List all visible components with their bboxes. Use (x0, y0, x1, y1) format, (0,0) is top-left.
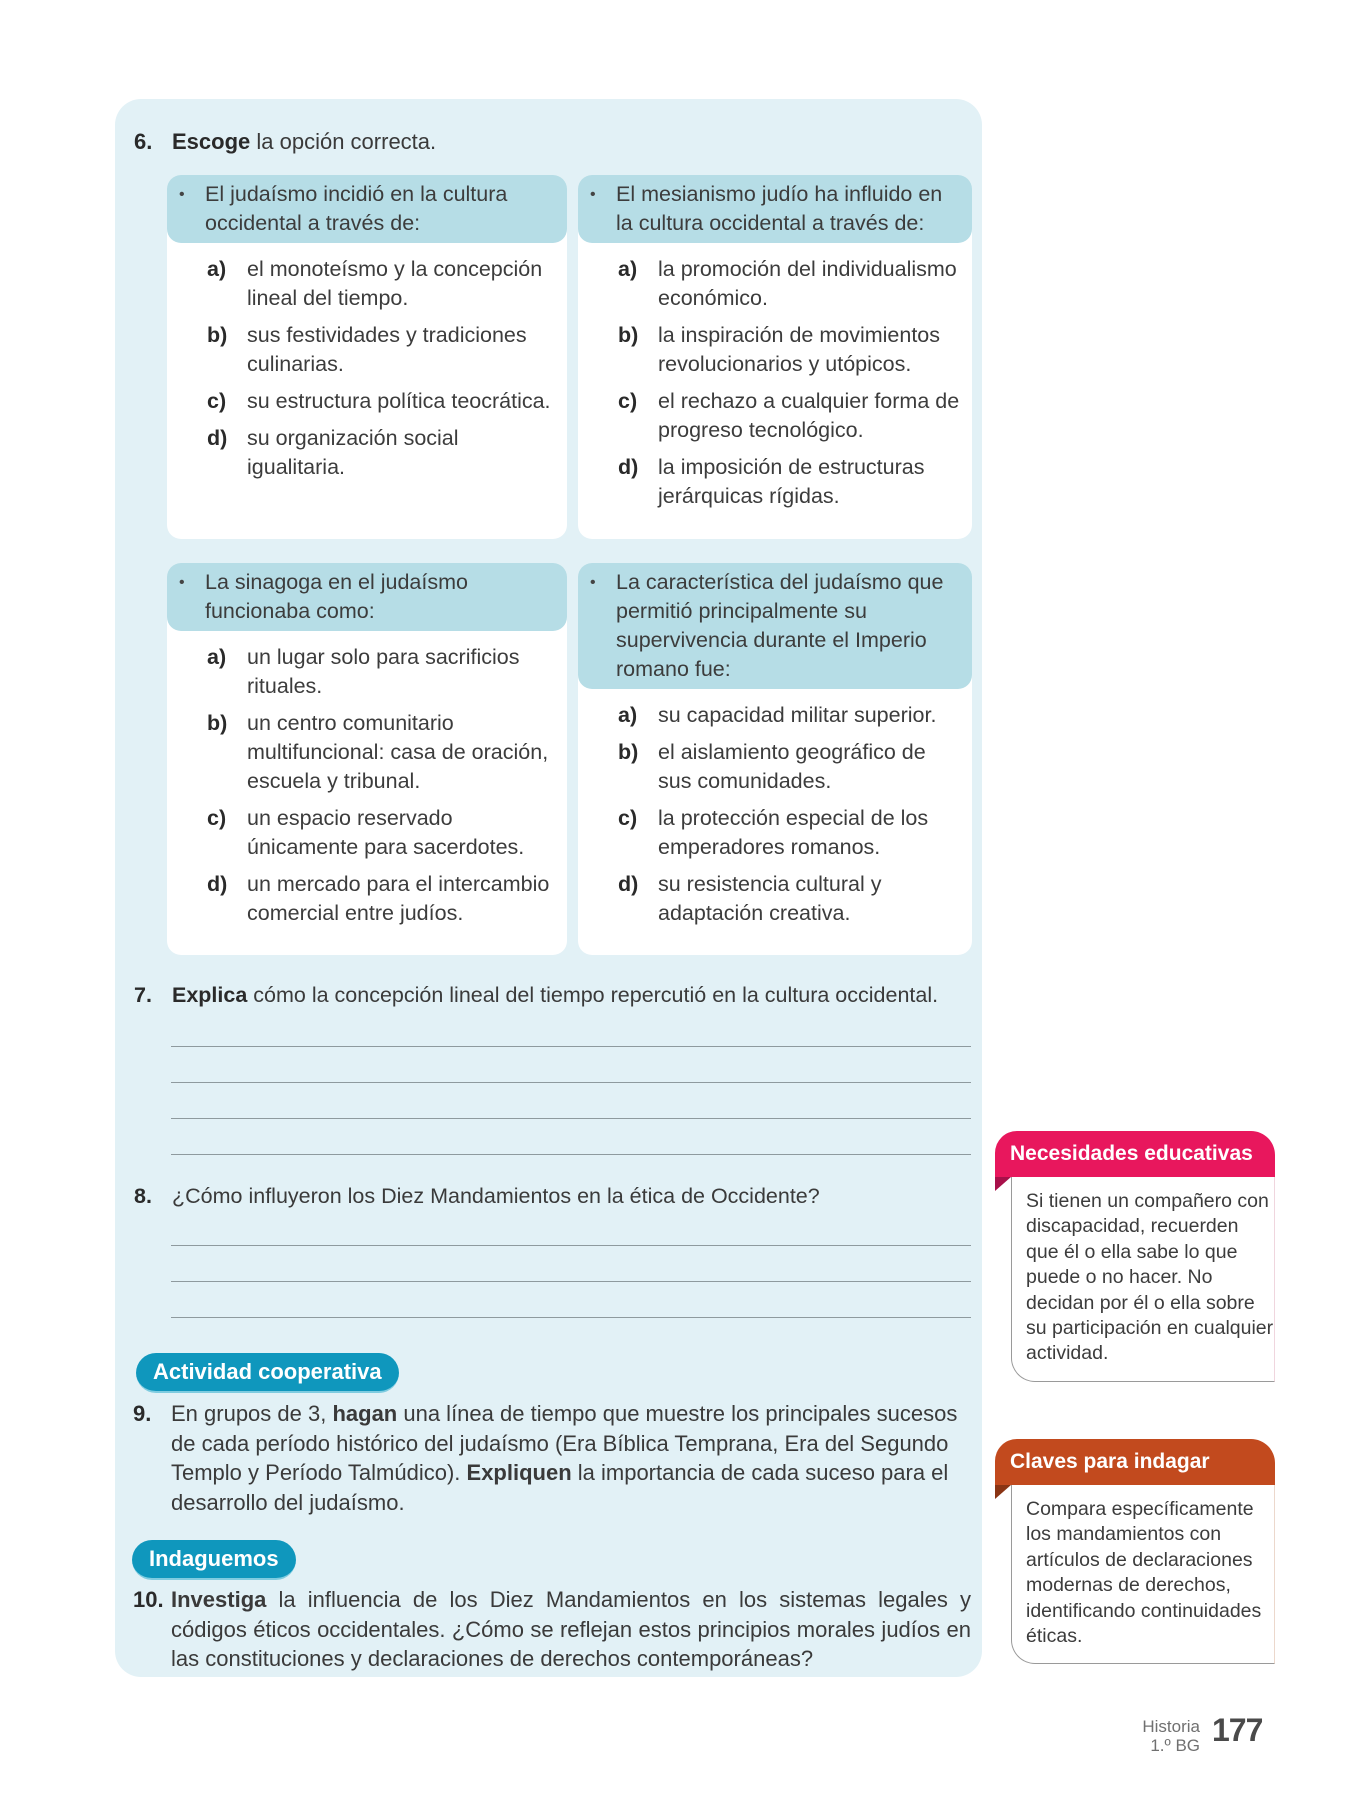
fold-corner-icon (995, 1177, 1011, 1191)
answer-line[interactable] (171, 1245, 971, 1246)
question-8-heading: 8. ¿Cómo influyeron los Diez Mandamientos en la ética de Occidente? (134, 1184, 820, 1208)
answer-line[interactable] (171, 1281, 971, 1282)
option-a[interactable]: a) un lugar solo para sacrificios rituales. (207, 645, 520, 698)
question-9-text: 9. En grupos de 3, hagan una línea de tiempo que muestre los principales sucesos de cada período histórico del judaísmo (Era Bíblica Temprana, Era del Segundo Templo y Período Talmúdico). Expliquen la importancia de cada suceso para el desarrollo del judaísmo. (133, 1401, 958, 1515)
option-c[interactable]: c) su estructura política teocrática. (207, 389, 551, 413)
card-prompt: • La sinagoga en el judaísmo funcionaba como: (167, 563, 567, 631)
bullet-icon: • (590, 574, 596, 591)
question-card-synagogue (167, 563, 567, 955)
option-c[interactable]: c) la protección especial de los emperadores romanos. (618, 806, 929, 859)
bullet-icon: • (590, 186, 596, 203)
answer-line[interactable] (171, 1082, 971, 1083)
educational-needs-box (995, 1131, 1275, 1382)
option-d[interactable]: d) la imposición de estructuras jerárquicas rígidas. (618, 455, 925, 508)
inquiry-keys-title: Claves para indagar (995, 1439, 1275, 1485)
question-number: 6. (134, 129, 153, 154)
option-c[interactable]: c) el rechazo a cualquier forma de progreso tecnológico. (618, 389, 960, 442)
answer-line[interactable] (171, 1118, 971, 1119)
card-prompt: • El mesianismo judío ha influido en la cultura occidental a través de: (578, 175, 972, 243)
option-d[interactable]: d) un mercado para el intercambio comercial entre judíos. (207, 872, 550, 925)
educational-needs-title: Necesidades educativas (995, 1131, 1275, 1177)
option-b[interactable]: b) el aislamiento geográfico de sus comunidades. (618, 740, 926, 793)
option-a[interactable]: a) la promoción del individualismo económico. (618, 257, 957, 310)
inquiry-badge: Indaguemos (132, 1540, 296, 1580)
question-card-survival (578, 563, 972, 955)
card-prompt: • La característica del judaísmo que permitió principalmente su supervivencia durante el Imperio romano fue: (578, 563, 972, 689)
cooperative-activity-badge: Actividad cooperativa (136, 1353, 399, 1393)
question-card-messianism (578, 175, 972, 539)
inquiry-keys-box (995, 1439, 1275, 1664)
option-a[interactable]: a) su capacidad militar superior. (618, 703, 937, 727)
answer-line[interactable] (171, 1317, 971, 1318)
question-text: la opción correcta. (250, 129, 437, 154)
answer-line[interactable] (171, 1154, 971, 1155)
question-verb: Escoge (172, 129, 251, 154)
question-card-judaism-influence (167, 175, 567, 539)
question-6-heading (134, 127, 436, 157)
option-a[interactable]: a) el monoteísmo y la concepción lineal del tiempo. (207, 257, 543, 310)
bullet-icon: • (179, 186, 185, 203)
card-prompt: • El judaísmo incidió en la cultura occidental a través de: (167, 175, 567, 243)
page-number: 177 (1212, 1712, 1263, 1748)
option-d[interactable]: d) su organización social igualitaria. (207, 426, 459, 479)
option-d[interactable]: d) su resistencia cultural y adaptación creativa. (618, 872, 882, 925)
option-b[interactable]: b) un centro comunitario multifuncional: casa de oración, escuela y tribunal. (207, 711, 549, 793)
fold-corner-icon (995, 1485, 1011, 1499)
footer-subject: Historia 1.º BG (1142, 1717, 1200, 1755)
option-c[interactable]: c) un espacio reservado únicamente para sacerdotes. (207, 806, 525, 859)
educational-needs-body: Si tienen un compañero con discapacidad, recuerden que él o ella sabe lo que puede o no hacer. No decidan por él o ella sobre su participación en cualquier actividad. (1011, 1177, 1275, 1382)
option-b[interactable]: b) sus festividades y tradiciones culinarias. (207, 323, 527, 376)
inquiry-keys-body: Compara específicamente los mandamientos con artículos de declaraciones modernas de derechos, identificando continuidades éticas. (1011, 1485, 1275, 1664)
bullet-icon: • (179, 574, 185, 591)
question-7-heading: 7. Explica cómo la concepción lineal del tiempo repercutió en la cultura occidental. (134, 983, 939, 1007)
question-10-text: 10. Investiga la influencia de los Diez Mandamientos en los sistemas legales y códigos éticos occidentales. ¿Cómo se reflejan estos principios morales judíos en las constituciones y declaraciones de derechos contemporáneas? (133, 1587, 971, 1671)
answer-line[interactable] (171, 1046, 971, 1047)
option-b[interactable]: b) la inspiración de movimientos revolucionarios y utópicos. (618, 323, 941, 376)
